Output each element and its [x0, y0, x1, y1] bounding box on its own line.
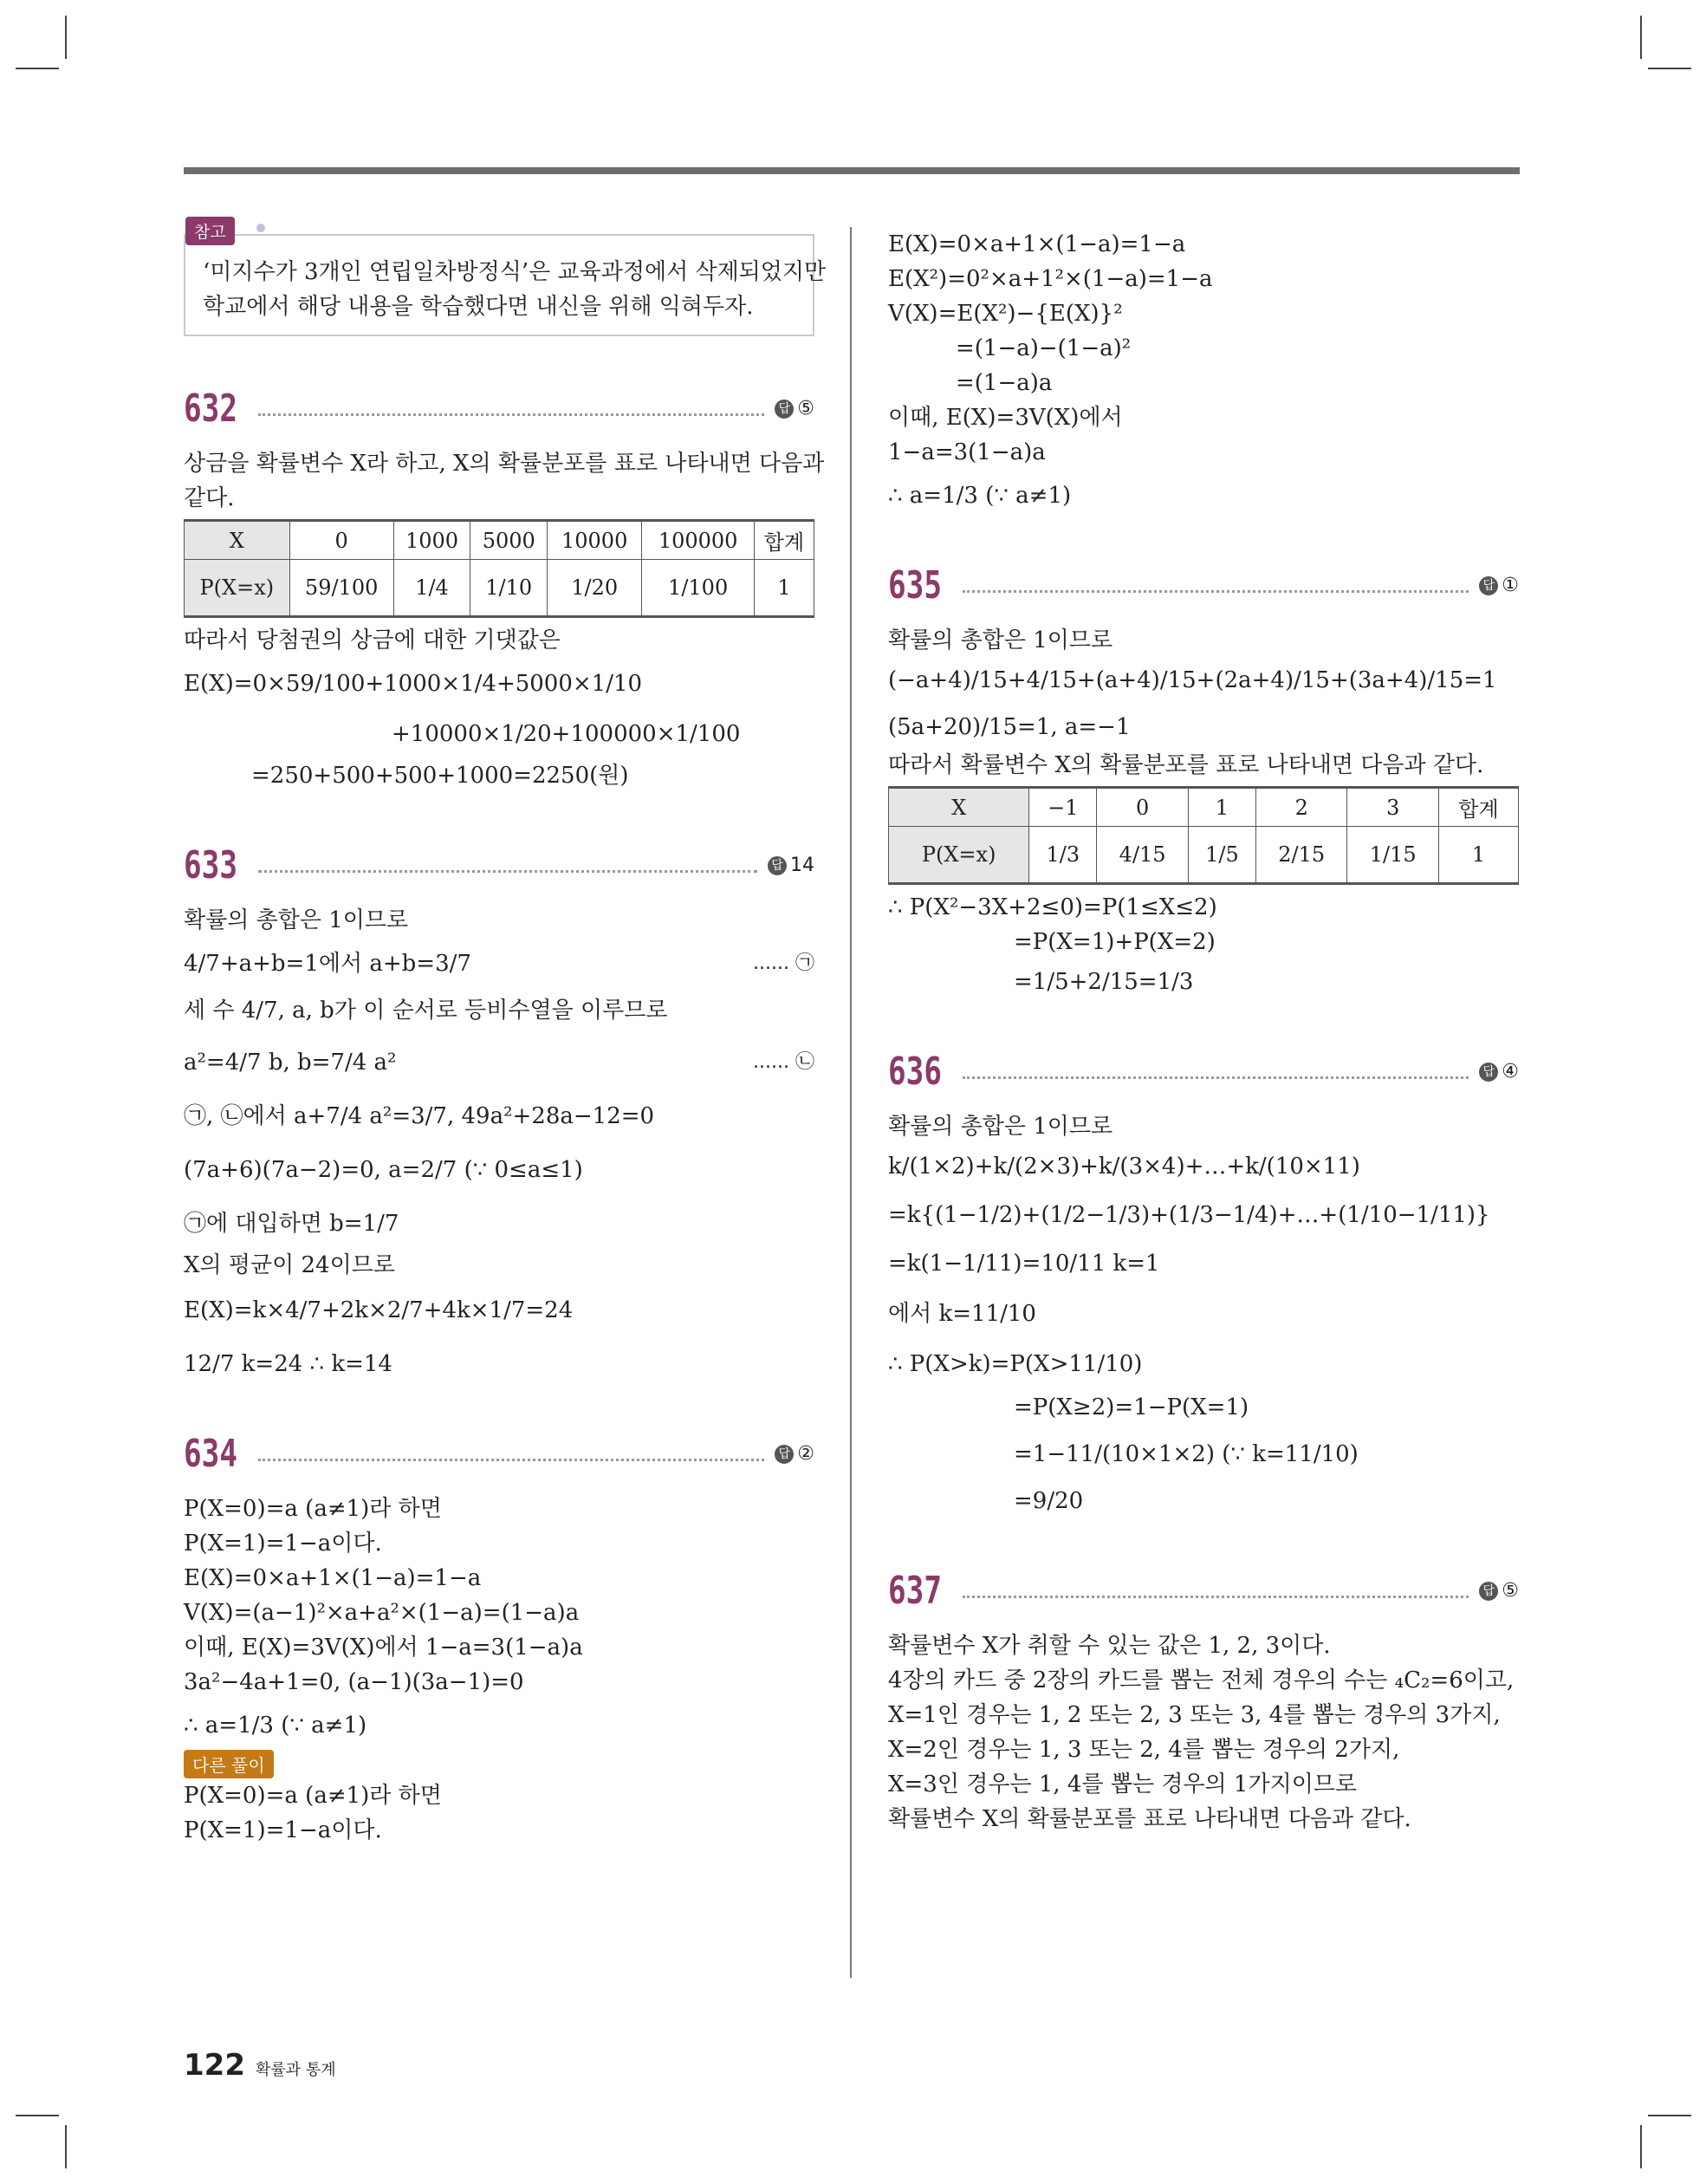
dot-leader: [258, 858, 757, 873]
table-cell: 2/15: [1256, 827, 1347, 884]
text-line: =1−11/(10×1×2) (∵ k=11/10): [1014, 1441, 1359, 1467]
equation: a²=4/7 b, b=7/4 a²: [184, 1050, 397, 1076]
text-line: 세 수 4/7, a, b가 이 순서로 등비수열을 이루므로: [184, 998, 668, 1024]
note-line: 학교에서 해당 내용을 학습했다면 내신을 위해 익혀두자.: [203, 294, 754, 320]
text-line: 확률의 총합은 1이므로: [888, 1114, 1113, 1140]
table-cell: 4/15: [1097, 827, 1188, 884]
dot-leader: [963, 578, 1469, 593]
table-cell: 59/100: [289, 560, 393, 617]
text-line: k/(1×2)+k/(2×3)+k/(3×4)+…+k/(10×11): [888, 1154, 1360, 1180]
text-line: 에서 k=11/10: [888, 1301, 1036, 1327]
text-line: X=2인 경우는 1, 3 또는 2, 4를 뽑는 경우의 2가지,: [888, 1737, 1400, 1763]
crop-mark: [16, 68, 59, 69]
text-line: E(X)=0×59/100+1000×1/4+5000×1/10: [184, 671, 643, 697]
equation: 4/7+a+b=1에서 a+b=3/7: [184, 951, 471, 977]
text-line: ㉠에 대입하면 b=1/7: [184, 1211, 399, 1237]
problem-number: 635: [888, 563, 942, 608]
text-line: ㉠, ㉡에서 a+7/4 a²=3/7, 49a²+28a−12=0: [184, 1103, 655, 1129]
table-cell: 1: [1438, 827, 1518, 884]
text-line: 1−a=3(1−a)a: [888, 439, 1046, 465]
text-line: [184, 946, 814, 981]
note-tag: 참고: [185, 217, 235, 245]
dot-leader: [963, 1583, 1469, 1598]
answer: [1479, 575, 1519, 596]
text-line: (−a+4)/15+4/15+(a+4)/15+(2a+4)/15+(3a+4)/15=1: [888, 667, 1497, 693]
dot-leader: [258, 401, 764, 416]
table-cell: P(X=x): [185, 560, 290, 617]
text-line: 4장의 카드 중 2장의 카드를 뽑는 전체 경우의 수는 ₄C₂=6이고,: [888, 1667, 1515, 1693]
dot-leader: [258, 1446, 764, 1461]
problem-header-632: [184, 387, 814, 431]
page-number: 122: [184, 2048, 245, 2083]
text-line: E(X)=0×a+1×(1−a)=1−a: [888, 231, 1186, 257]
left-column: [184, 223, 827, 1848]
table-cell: 1/15: [1347, 827, 1438, 884]
text-line: 상금을 확률변수 X라 하고, X의 확률분포를 표로 나타내면 다음과: [184, 451, 825, 477]
text-line: =k(1−1/11)=10/11 k=1: [888, 1251, 1160, 1277]
distribution-table-635: [888, 786, 1519, 885]
table-header-cell: 1: [1188, 788, 1255, 827]
crop-mark: [65, 16, 67, 59]
table-header-cell: 100000: [642, 521, 755, 560]
table-header-cell: 합계: [1438, 788, 1518, 827]
problem-header-634: [184, 1432, 814, 1476]
text-line: [184, 1045, 814, 1080]
answer-icon: 답: [1479, 576, 1498, 595]
problem-number: 634: [184, 1432, 237, 1476]
crop-mark: [16, 2115, 59, 2116]
answer-icon: 답: [775, 1445, 794, 1464]
problem-number: 637: [888, 1569, 942, 1613]
equation-mark: ...... ㉡: [753, 1051, 814, 1073]
text-line: P(X=1)=1−a이다.: [184, 1817, 382, 1843]
answer: [1479, 1580, 1519, 1602]
table-cell: 1/4: [393, 560, 470, 617]
crop-mark: [65, 2125, 67, 2168]
text-line: P(X=1)=1−a이다.: [184, 1531, 382, 1557]
answer-value: ②: [797, 1443, 814, 1465]
problem-header-635: [888, 563, 1519, 608]
text-line: 확률의 총합은 1이므로: [888, 627, 1113, 653]
text-line: 12/7 k=24 ∴ k=14: [184, 1351, 392, 1377]
crop-mark: [1640, 2125, 1642, 2168]
table-cell: 1/20: [548, 560, 642, 617]
answer-icon: 답: [775, 400, 794, 419]
text-line: V(X)=E(X²)−{E(X)}²: [888, 301, 1123, 327]
equation-mark: ...... ㉠: [753, 952, 814, 974]
problem-header-637: [888, 1569, 1519, 1613]
answer: [775, 1443, 814, 1465]
table-header-cell: 5000: [470, 521, 548, 560]
answer-icon: 답: [1479, 1582, 1498, 1601]
answer-icon: 답: [1479, 1063, 1498, 1082]
dot-leader: [963, 1064, 1469, 1079]
column-divider: [850, 227, 852, 1978]
text-line: ∴ a=1/3 (∵ a≠1): [888, 483, 1072, 509]
table-header-cell: X: [889, 788, 1029, 827]
table-cell: 1/5: [1188, 827, 1255, 884]
table-cell: 1/10: [470, 560, 548, 617]
problem-header-633: [184, 843, 814, 887]
text-line: 따라서 당첨권의 상금에 대한 기댓값은: [184, 627, 561, 653]
table-cell: 1/3: [1029, 827, 1097, 884]
text-line: 따라서 확률변수 X의 확률분포를 표로 나타내면 다음과 같다.: [888, 752, 1484, 778]
problem-header-636: [888, 1050, 1519, 1094]
text-line: 확률의 총합은 1이므로: [184, 907, 409, 933]
note-line: ‘미지수가 3개인 연립일차방정식’은 교육과정에서 삭제되었지만: [203, 259, 827, 285]
text-line: =(1−a)a: [956, 370, 1053, 396]
text-line: 확률변수 X의 확률분포를 표로 나타내면 다음과 같다.: [888, 1806, 1411, 1832]
text-line: 같다.: [184, 485, 235, 511]
right-column: [888, 227, 1519, 1836]
table-cell: P(X=x): [889, 827, 1029, 884]
answer-value: 14: [790, 855, 814, 876]
table-header-cell: 0: [1097, 788, 1188, 827]
text-line: (7a+6)(7a−2)=0, a=2/7 (∵ 0≤a≤1): [184, 1157, 583, 1183]
text-line: ∴ P(X²−3X+2≤0)=P(1≤X≤2): [888, 894, 1217, 920]
answer-icon: 답: [768, 856, 787, 875]
alt-solution-tag: 다른 풀이: [184, 1750, 274, 1778]
answer: [775, 398, 814, 419]
answer-value: ①: [1502, 575, 1519, 596]
crop-mark: [1648, 2115, 1691, 2116]
table-header-cell: 10000: [548, 521, 642, 560]
text-line: E(X)=0×a+1×(1−a)=1−a: [184, 1565, 482, 1591]
table-header-cell: 2: [1256, 788, 1347, 827]
text-line: =1/5+2/15=1/3: [1014, 969, 1194, 995]
crop-mark: [1648, 68, 1691, 69]
section-title: 확률과 통계: [255, 2061, 336, 2079]
text-line: =k{(1−1/2)+(1/2−1/3)+(1/3−1/4)+…+(1/10−1/11)}: [888, 1202, 1490, 1228]
header-rule: [184, 167, 1520, 174]
text-line: X의 평균이 24이므로: [184, 1252, 395, 1278]
table-header-cell: 0: [289, 521, 393, 560]
table-header-cell: X: [185, 521, 290, 560]
answer-value: ④: [1502, 1061, 1519, 1082]
text-line: E(X)=k×4/7+2k×2/7+4k×1/7=24: [184, 1297, 574, 1323]
problem-number: 632: [184, 387, 237, 431]
text-line: (5a+20)/15=1, a=−1: [888, 714, 1131, 740]
text-line: 이때, E(X)=3V(X)에서 1−a=3(1−a)a: [184, 1635, 583, 1661]
text-line: X=3인 경우는 1, 4를 뽑는 경우의 1가지이므로: [888, 1771, 1358, 1797]
table-header-cell: −1: [1029, 788, 1097, 827]
text-line: P(X=0)=a (a≠1)라 하면: [184, 1496, 442, 1522]
text-line: P(X=0)=a (a≠1)라 하면: [184, 1783, 442, 1809]
text-line: =250+500+500+1000=2250(원): [251, 763, 629, 789]
table-header-cell: 1000: [393, 521, 470, 560]
text-line: +10000×1/20+100000×1/100: [392, 721, 741, 747]
table-cell: 1/100: [642, 560, 755, 617]
text-line: ∴ a=1/3 (∵ a≠1): [184, 1713, 367, 1739]
text-line: 확률변수 X가 취할 수 있는 값은 1, 2, 3이다.: [888, 1633, 1331, 1659]
text-line: =(1−a)−(1−a)²: [956, 335, 1132, 361]
note-dot-icon: [256, 224, 265, 232]
crop-mark: [1640, 16, 1642, 59]
table-cell: 1: [754, 560, 814, 617]
text-line: =P(X=1)+P(X=2): [1014, 929, 1216, 955]
text-line: E(X²)=0²×a+1²×(1−a)=1−a: [888, 266, 1213, 292]
table-header-cell: 합계: [754, 521, 814, 560]
text-line: 이때, E(X)=3V(X)에서: [888, 405, 1123, 431]
text-line: ∴ P(X>k)=P(X>11/10): [888, 1351, 1143, 1377]
text-line: X=1인 경우는 1, 2 또는 2, 3 또는 3, 4를 뽑는 경우의 3가지,: [888, 1702, 1501, 1728]
page-footer: [184, 2048, 336, 2083]
text-line: 3a²−4a+1=0, (a−1)(3a−1)=0: [184, 1669, 524, 1695]
text-line: =9/20: [1014, 1488, 1084, 1514]
table-header-cell: 3: [1347, 788, 1438, 827]
note-box: [184, 223, 827, 336]
answer-value: ⑤: [797, 398, 814, 419]
text-line: =P(X≥2)=1−P(X=1): [1014, 1394, 1249, 1420]
answer-value: ⑤: [1502, 1580, 1519, 1602]
answer: [1479, 1061, 1519, 1082]
problem-number: 633: [184, 843, 237, 887]
text-line: V(X)=(a−1)²×a+a²×(1−a)=(1−a)a: [184, 1600, 580, 1626]
answer: [768, 855, 814, 876]
problem-number: 636: [888, 1050, 942, 1094]
distribution-table-632: [184, 519, 814, 618]
